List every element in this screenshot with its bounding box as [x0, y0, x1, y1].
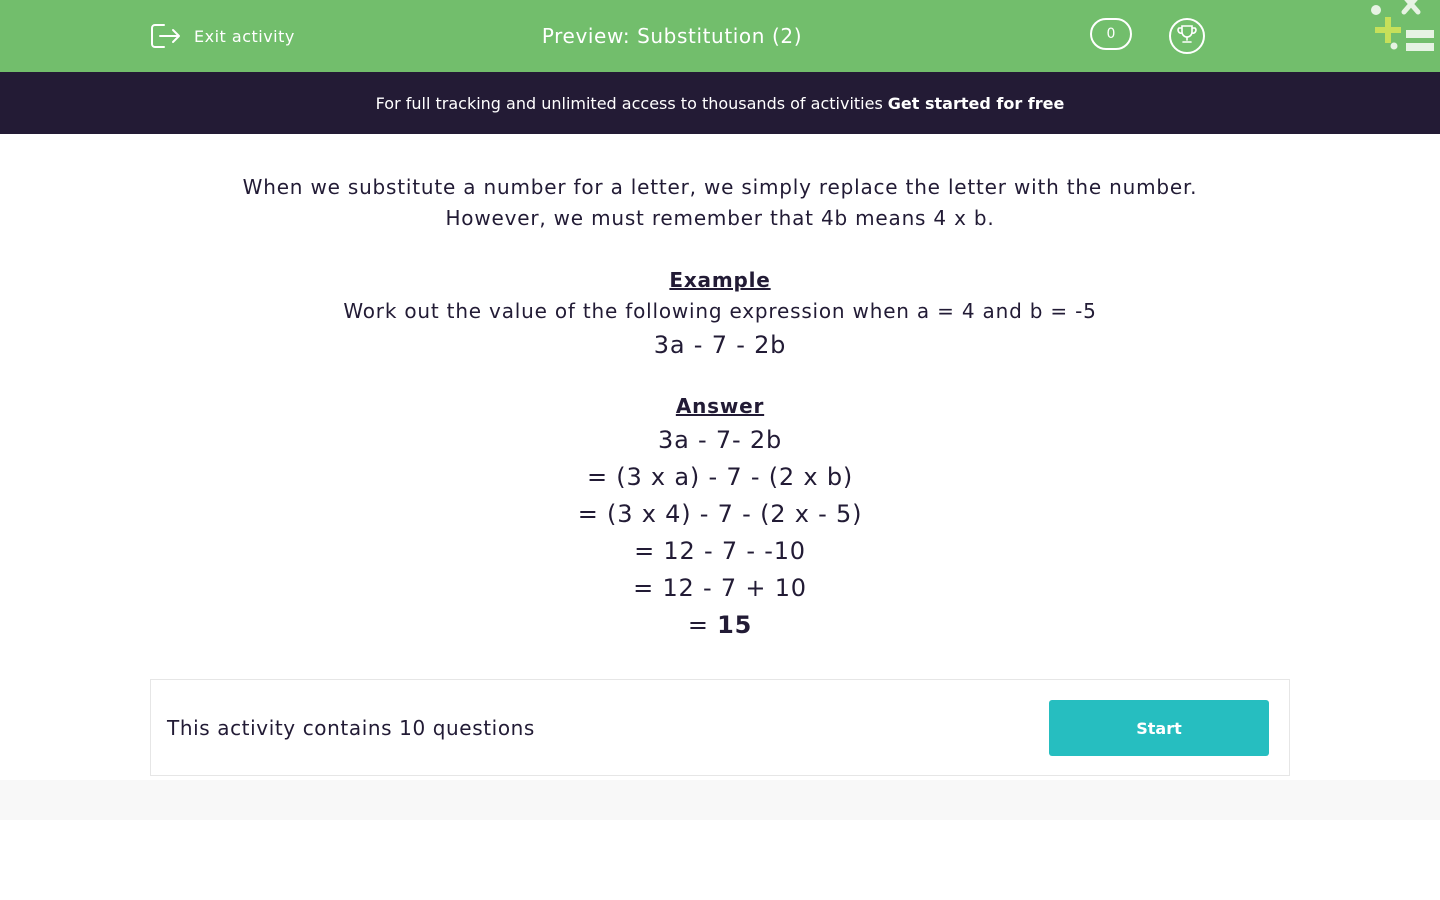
answer-heading: Answer: [675, 394, 765, 418]
bottom-strip: [0, 780, 1440, 820]
brand-logo: [1364, 0, 1440, 60]
trophy-button[interactable]: [1169, 18, 1205, 54]
top-bar: [0, 0, 1440, 72]
trophy-icon: [1176, 23, 1198, 49]
page-title: Preview: Substitution (2): [541, 24, 803, 48]
promo-banner: [0, 72, 1440, 134]
final-answer: [0, 607, 1440, 644]
intro-line-2: However, we must remember that 4b means 4 x b.: [445, 206, 995, 230]
answer-step: = 12 - 7 - -10: [634, 537, 806, 565]
example-question: Work out the value of the following expression when a = 4 and b = -5: [343, 299, 1097, 323]
activity-footer: [150, 679, 1290, 776]
final-answer-value: 15: [717, 611, 753, 639]
lesson-content: [0, 172, 1440, 644]
answer-step: 3a - 7- 2b: [658, 426, 782, 454]
exit-activity-label: Exit activity: [194, 26, 295, 46]
example-expression: 3a - 7 - 2b: [653, 331, 787, 359]
intro-line-1: When we substitute a number for a letter, we simply replace the letter with the number.: [242, 175, 1198, 199]
get-started-link[interactable]: Get started for free: [887, 93, 1065, 113]
start-button[interactable]: Start: [1049, 700, 1269, 756]
final-answer-prefix: =: [687, 611, 718, 639]
question-count: This activity contains 10 questions: [167, 715, 535, 740]
score-counter: 0: [1090, 18, 1132, 50]
example-heading: Example: [669, 268, 771, 292]
answer-step: = (3 x a) - 7 - (2 x b): [586, 463, 854, 491]
answer-step: = 12 - 7 + 10: [633, 574, 807, 602]
promo-text: For full tracking and unlimited access to thousands of activities: [375, 93, 883, 113]
answer-step: = (3 x 4) - 7 - (2 x - 5): [577, 500, 863, 528]
